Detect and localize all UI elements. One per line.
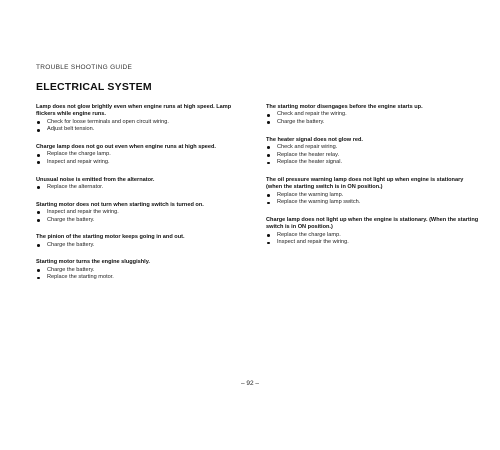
remedy-item <box>266 152 480 160</box>
remedy-text: Replace the warning lamp switch. <box>277 199 361 206</box>
bullet-icon <box>267 242 270 245</box>
remedy-text: Check for loose terminals and open circuit wiring. <box>47 118 169 125</box>
trouble-section <box>266 217 480 247</box>
bullet-icon <box>267 194 270 197</box>
remedy-item <box>266 192 480 200</box>
section-heading: The pinion of the starting motor keeps going in and out. <box>36 234 185 241</box>
remedy-list <box>266 192 480 207</box>
bullet-icon <box>267 154 270 157</box>
bullet-icon <box>267 121 270 124</box>
section-header: TROUBLE SHOOTING GUIDE <box>36 64 133 71</box>
remedy-text: Charge the battery. <box>47 241 95 248</box>
remedy-list <box>266 144 480 167</box>
remedy-text: Adjust belt tension. <box>47 126 95 133</box>
remedy-text: Check and repair wiring. <box>277 144 338 150</box>
remedy-item <box>266 144 480 152</box>
remedy-item <box>36 151 250 159</box>
remedy-list <box>36 209 250 224</box>
bullet-icon <box>37 121 40 124</box>
remedy-item <box>36 184 250 192</box>
remedy-list <box>36 119 250 134</box>
trouble-section <box>266 177 480 207</box>
remedy-text: Charge the battery. <box>47 216 95 223</box>
bullet-icon <box>37 211 40 214</box>
remedy-text: Replace the warning lamp. <box>277 191 344 198</box>
remedy-item <box>266 232 480 240</box>
bullet-icon <box>37 244 40 247</box>
remedy-text: Replace the charge lamp. <box>277 231 341 238</box>
bullet-icon <box>37 161 40 164</box>
remedy-item <box>36 274 250 282</box>
remedy-text: Charge the battery. <box>47 266 95 273</box>
remedy-text: Replace the charge lamp. <box>47 151 111 158</box>
section-heading: The oil pressure warning lamp does not light up when engine is stationary (when the starting switch is in ON position.) <box>266 176 464 191</box>
bullet-icon <box>37 186 40 189</box>
bullet-icon <box>37 219 40 222</box>
trouble-section <box>266 104 480 127</box>
remedy-text: Replace the heater relay. <box>277 151 340 158</box>
remedy-item <box>36 159 250 167</box>
bullet-icon <box>267 202 270 205</box>
trouble-section <box>36 259 250 282</box>
remedy-item <box>36 267 250 275</box>
section-heading: Starting motor turns the engine sluggishly. <box>36 259 150 266</box>
remedy-item <box>36 119 250 127</box>
remedy-item <box>36 209 250 217</box>
page-number: – 92 – <box>240 380 260 387</box>
remedy-text: Inspect and repair the wiring. <box>47 209 119 215</box>
trouble-section <box>266 137 480 167</box>
remedy-text: Replace the alternator. <box>47 184 104 190</box>
left-column <box>36 104 250 292</box>
section-heading: The starting motor disengages before the engine starts up. <box>266 104 423 110</box>
bullet-icon <box>267 234 270 237</box>
remedy-text: Charge the battery. <box>277 119 325 125</box>
bullet-icon <box>267 162 270 165</box>
remedy-item <box>36 217 250 225</box>
remedy-list <box>36 267 250 282</box>
section-heading: Unusual noise is emitted from the alternator. <box>36 176 155 183</box>
trouble-section <box>36 202 250 225</box>
remedy-list <box>36 242 250 250</box>
bullet-icon <box>37 154 40 157</box>
section-heading: Starting motor does not turn when starting switch is turned on. <box>36 201 204 208</box>
remedy-item <box>36 126 250 134</box>
bullet-icon <box>37 129 40 132</box>
trouble-section <box>36 234 250 249</box>
bullet-icon <box>37 269 40 272</box>
bullet-icon <box>267 146 270 149</box>
remedy-item <box>266 199 480 207</box>
remedy-text: Replace the heater signal. <box>277 159 342 166</box>
remedy-text: Inspect and repair wiring. <box>47 159 110 165</box>
trouble-section <box>36 144 250 167</box>
remedy-text: Inspect and repair the wiring. <box>277 239 349 246</box>
remedy-item <box>266 119 480 127</box>
bullet-icon <box>37 277 40 280</box>
remedy-item <box>266 111 480 119</box>
remedy-item <box>266 159 480 167</box>
remedy-list <box>36 151 250 166</box>
page-title: ELECTRICAL SYSTEM <box>36 81 152 93</box>
section-heading: Charge lamp does not light up when the engine is stationary. (When the starting switch is in ON position.) <box>266 216 479 231</box>
remedy-item <box>266 239 480 247</box>
remedy-list <box>36 184 250 192</box>
remedy-item <box>36 242 250 250</box>
section-heading: The heater signal does not glow red. <box>266 136 363 143</box>
remedy-list <box>266 232 480 247</box>
trouble-section <box>36 104 250 134</box>
section-heading: Charge lamp does not go out even when engine runs at high speed. <box>36 144 216 150</box>
trouble-section <box>36 177 250 192</box>
right-column <box>266 104 480 257</box>
remedy-text: Check and repair the wiring. <box>277 111 347 118</box>
bullet-icon <box>267 114 270 117</box>
remedy-list <box>266 111 480 126</box>
remedy-text: Replace the starting motor. <box>47 274 114 281</box>
section-heading: Lamp does not glow brightly even when engine runs at high speed. Lamp flickers while engine runs. <box>36 104 232 118</box>
